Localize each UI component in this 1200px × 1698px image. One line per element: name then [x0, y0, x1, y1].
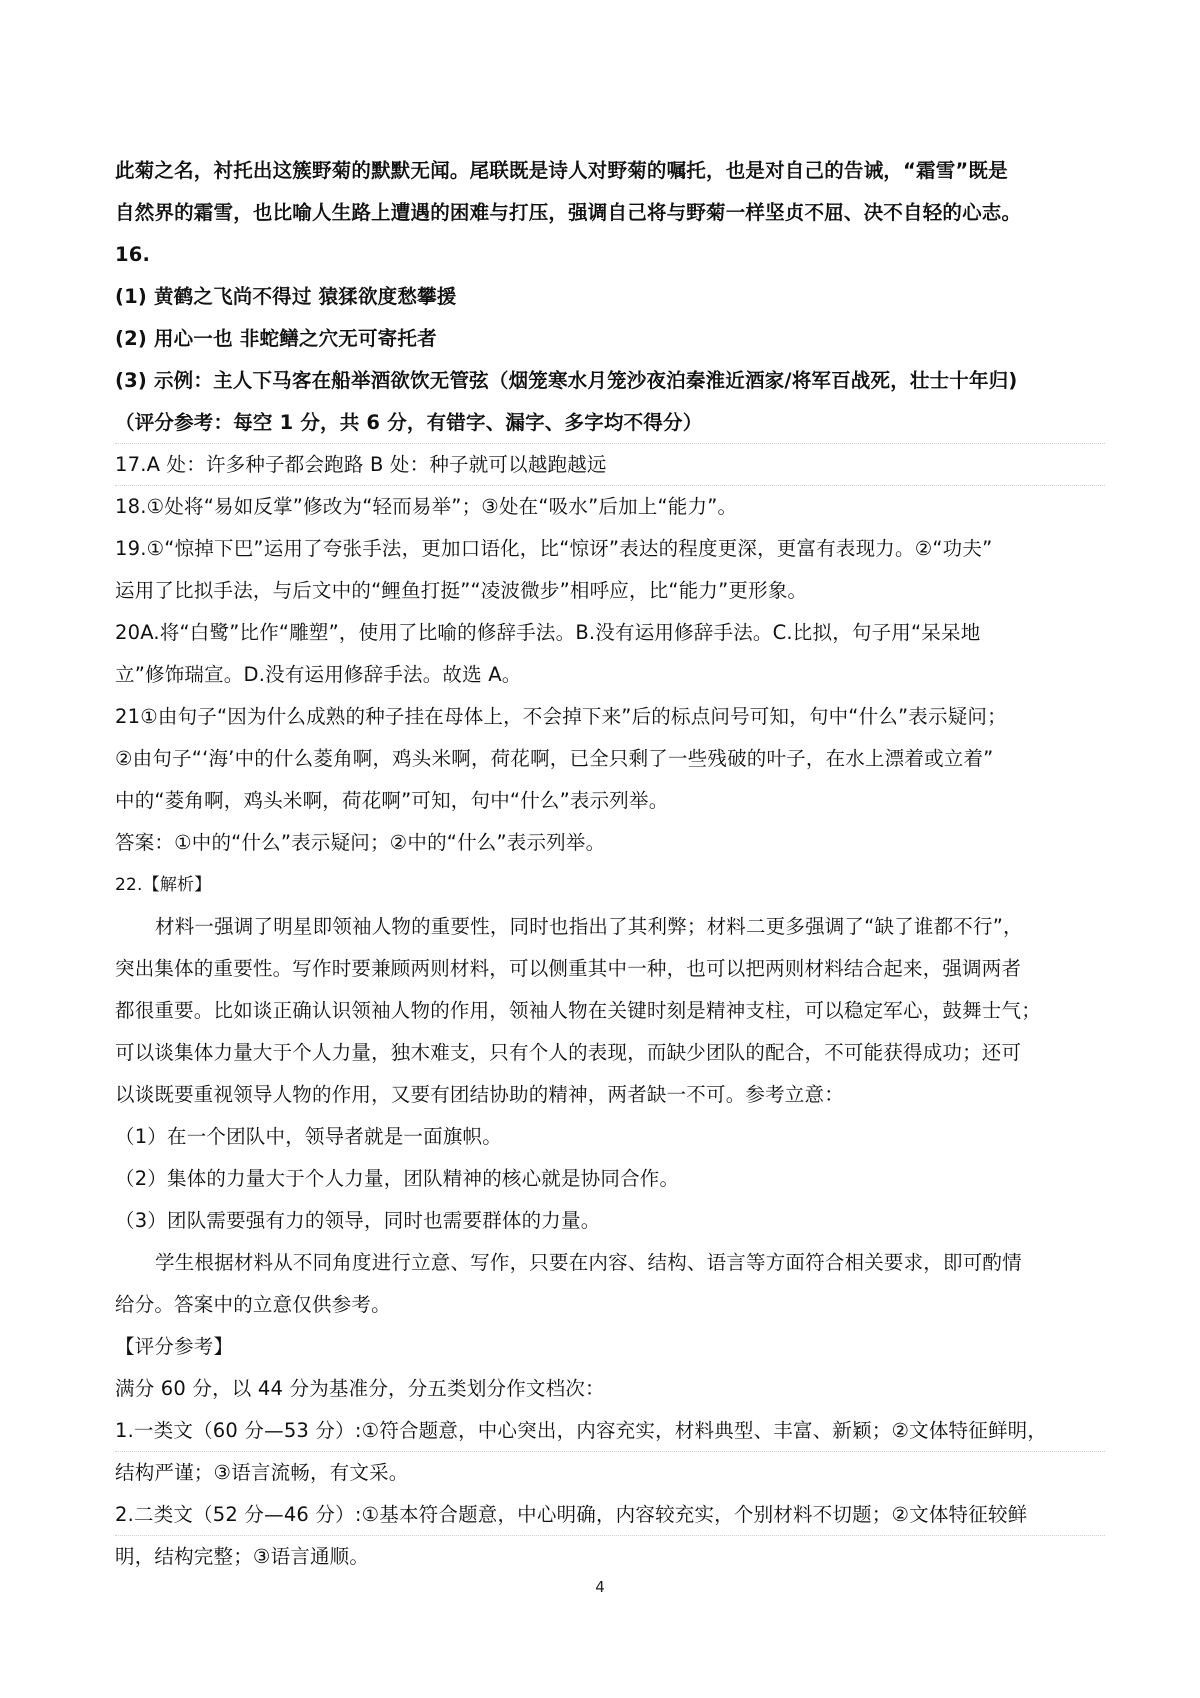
answer-line: 立”修饰瑞宣。D.没有运用修辞手法。故选 A。	[115, 663, 522, 686]
answer-line: 中的“菱角啊，鸡头米啊，荷花啊”可知，句中“什么”表示列举。	[115, 789, 669, 812]
text-line: 此菊之名，衬托出这簇野菊的默默无闻。尾联既是诗人对野菊的嘱托，也是对自己的告诫，“霜雪”既是	[115, 159, 1008, 182]
paragraph-line: 满分 60 分，以 44 分为基准分，分五类划分作文档次：	[115, 1377, 605, 1400]
answer-line: 答案：①中的“什么”表示疑问；②中的“什么”表示列举。	[115, 831, 606, 854]
section-heading: 22.【解析】	[115, 875, 212, 895]
paragraph-line: 2.二类文（52 分—46 分）:①基本符合题意，中心明确，内容较充实，个别材料不切题；②文体特征较鲜	[115, 1494, 1105, 1536]
answer-line: 21①由句子“因为什么成熟的种子挂在母体上，不会掉下来”后的标点问号可知，句中“什么”表示疑问；	[115, 705, 1007, 728]
answer-line: 18.①处将“易如反掌”修改为“轻而易举”；③处在“吸水”后加上“能力”。	[115, 495, 738, 518]
paragraph-line: 材料一强调了明星即领袖人物的重要性，同时也指出了其利弊；材料二更多强调了“缺了谁都不行”，	[155, 915, 1023, 938]
answer-line: (3) 示例：主人下马客在船举酒欲饮无管弦（烟笼寒水月笼沙夜泊秦淮近酒家/将军百战死，壮士十年归)	[115, 369, 1018, 392]
paragraph-line: 可以谈集体力量大于个人力量，独木难支，只有个人的表现，而缺少团队的配合，不可能获得成功；还可	[115, 1041, 1022, 1064]
paragraph-line: 突出集体的重要性。写作时要兼顾两则材料，可以侧重其中一种，也可以把两则材料结合起来，强调两者	[115, 957, 1022, 980]
list-item: （3）团队需要强有力的领导，同时也需要群体的力量。	[115, 1209, 601, 1232]
answer-line: (2) 用心一也 非蛇鳝之穴无可寄托者	[115, 327, 437, 350]
answer-line: 20A.将“白鹭”比作“雕塑”，使用了比喻的修辞手法。B.没有运用修辞手法。C.比拟，句子用“呆呆地	[115, 621, 981, 644]
answer-line: 17.A 处：许多种子都会跑路 B 处：种子就可以越跑越远	[115, 444, 1105, 486]
paragraph-line: 给分。答案中的立意仅供参考。	[115, 1293, 391, 1316]
answer-line: 运用了比拟手法，与后文中的“鲤鱼打挺”“凌波微步”相呼应，比“能力”更形象。	[115, 579, 808, 602]
list-item: （2）集体的力量大于个人力量，团队精神的核心就是协同合作。	[115, 1167, 680, 1190]
section-heading: 【评分参考】	[115, 1335, 234, 1358]
answer-line: (1) 黄鹤之飞尚不得过 猿猱欲度愁攀援	[115, 285, 457, 308]
question-number: 16.	[115, 243, 151, 266]
paragraph-line: 1.一类文（60 分—53 分）:①符合题意，中心突出，内容充实，材料典型、丰富、新颖；②文体特征鲜明，	[115, 1410, 1105, 1452]
paragraph-line: 结构严谨；③语言流畅，有文采。	[115, 1461, 409, 1484]
scoring-note: （评分参考：每空 1 分，共 6 分，有错字、漏字、多字均不得分）	[115, 402, 1105, 444]
answer-line: 19.①“惊掉下巴”运用了夸张手法，更加口语化，比“惊讶”表达的程度更深，更富有表现力。②“功夫”	[115, 537, 993, 560]
page-number: 4	[595, 1578, 605, 1596]
paragraph-line: 都很重要。比如谈正确认识领袖人物的作用，领袖人物在关键时刻是精神支柱，可以稳定军心，鼓舞士气；	[115, 999, 1041, 1022]
paragraph-line: 以谈既要重视领导人物的作用，又要有团结协助的精神，两者缺一不可。参考立意：	[115, 1083, 844, 1106]
paragraph-line: 学生根据材料从不同角度进行立意、写作，只要在内容、结构、语言等方面符合相关要求，即可酌情	[155, 1251, 1022, 1274]
list-item: （1）在一个团队中，领导者就是一面旗帜。	[115, 1125, 502, 1148]
document-body	[115, 150, 1105, 1578]
paragraph-line: 明，结构完整；③语言通顺。	[115, 1545, 370, 1568]
answer-line: ②由句子“‘海’中的什么菱角啊，鸡头米啊，荷花啊，已全只剩了一些残破的叶子，在水上漂着或立着”	[115, 747, 994, 770]
text-line: 自然界的霜雪，也比喻人生路上遭遇的困难与打压，强调自己将与野菊一样坚贞不屈、决不自轻的心志。	[115, 201, 1022, 224]
